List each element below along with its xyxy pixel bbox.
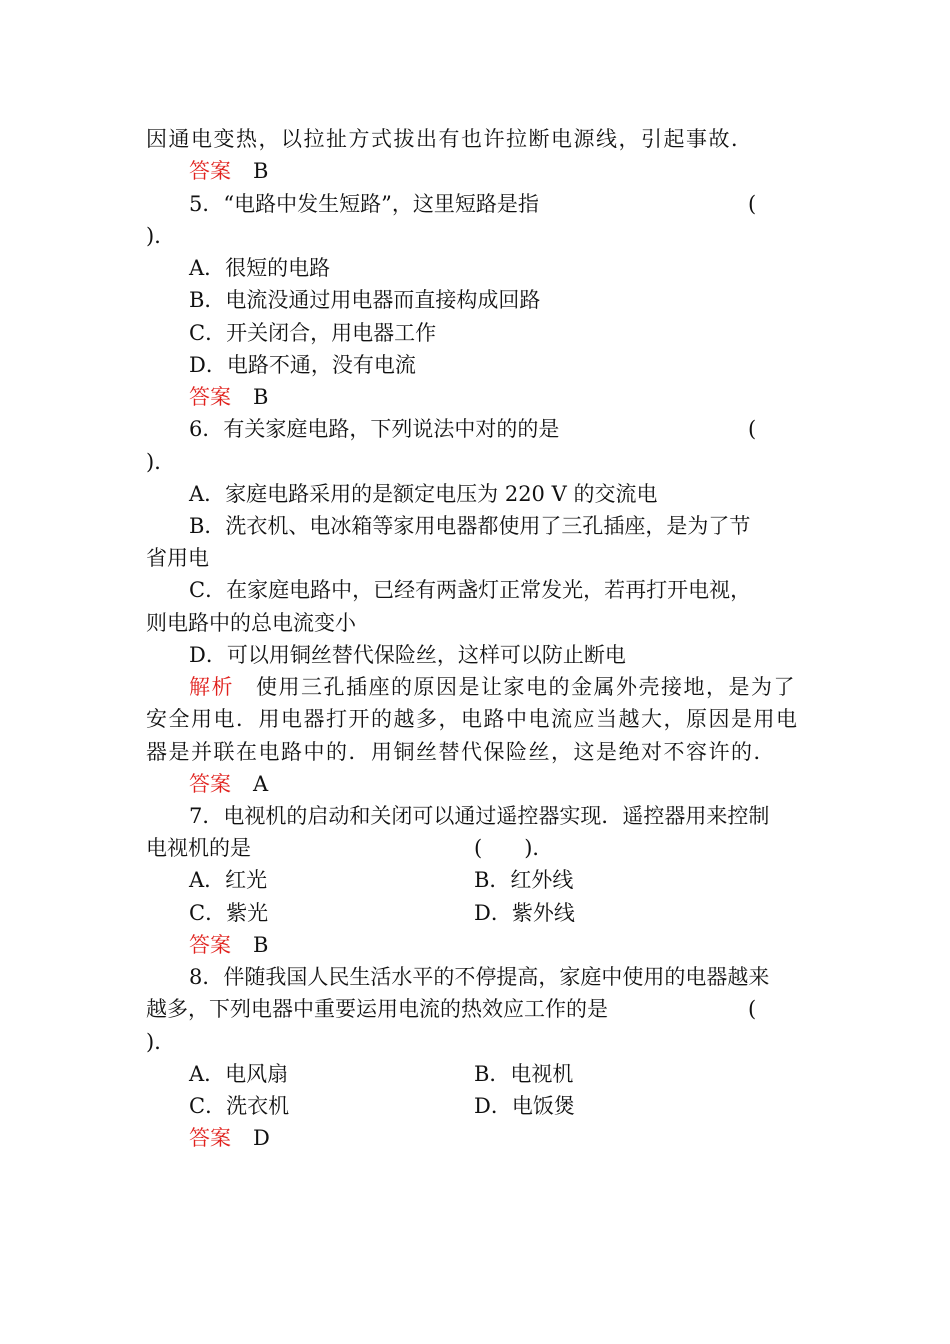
q6-option-a: A．家庭电路采用的是额定电压为 220 V 的交流电 xyxy=(189,482,658,506)
q4-answer xyxy=(189,156,268,186)
q8-stem-cont: 越多，下列电器中重要运用电流的热效应工作的是 xyxy=(146,997,608,1021)
q6-analysis xyxy=(189,672,796,702)
answer-label: 答案 xyxy=(189,385,231,409)
answer-value: B xyxy=(253,933,269,957)
q8-paren-close: )． xyxy=(146,1030,176,1054)
q5-option-c: C．开关闭合，用电器工作 xyxy=(189,321,437,345)
q5-option-d: D．电路不通，没有电流 xyxy=(189,353,416,377)
q7-answer xyxy=(189,930,268,960)
q6-stem: 6．有关家庭电路，下列说法中对的的是 xyxy=(189,417,560,441)
q6-answer xyxy=(189,769,268,799)
q7-option-c: C．紫光 xyxy=(189,901,269,925)
q8-paren-open: ( xyxy=(748,997,757,1021)
answer-label: 答案 xyxy=(189,1126,231,1150)
answer-label: 答案 xyxy=(189,772,231,796)
answer-value: B xyxy=(253,159,269,183)
q8-option-d: D．电饭煲 xyxy=(474,1094,575,1118)
q8-option-a: A．电风扇 xyxy=(189,1062,289,1086)
q5-answer xyxy=(189,382,268,412)
q7-stem-cont: 电视机的是 xyxy=(146,836,251,860)
answer-label: 答案 xyxy=(189,933,231,957)
q8-answer xyxy=(189,1123,270,1153)
continuation-text: 因通电变热，以拉扯方式拔出有也许拉断电源线，引起事故． xyxy=(146,127,754,151)
q6-analysis-cont-1: 安全用电．用电器打开的越多，电路中电流应当越大，原因是用电 xyxy=(146,707,799,731)
q8-option-c: C．洗衣机 xyxy=(189,1094,290,1118)
q5-stem: 5．“电路中发生短路”，这里短路是指 xyxy=(189,192,539,216)
answer-value: D xyxy=(253,1126,270,1150)
q8-option-b: B．电视机 xyxy=(474,1062,574,1086)
q5-paren-open: ( xyxy=(748,192,757,216)
q7-option-b: B．红外线 xyxy=(474,868,574,892)
q7-option-a: A．红光 xyxy=(189,868,268,892)
analysis-text: 使用三孔插座的原因是让家电的金属外壳接地，是为了 xyxy=(256,675,796,699)
q8-stem: 8．伴随我国人民生活水平的不停提高，家庭中使用的电器越来 xyxy=(189,965,770,989)
q7-option-d: D．紫外线 xyxy=(474,901,575,925)
q6-analysis-cont-2: 器是并联在电路中的．用铜丝替代保险丝，这是绝对不容许的． xyxy=(146,740,776,764)
q5-option-b: B．电流没通过用电器而直接构成回路 xyxy=(189,288,541,312)
q6-option-b-cont: 省用电 xyxy=(146,546,209,570)
q5-paren-close: )． xyxy=(146,224,176,248)
q6-option-d: D．可以用铜丝替代保险丝，这样可以防止断电 xyxy=(189,643,626,667)
q6-option-c: C．在家庭电路中，已经有两盏灯正常发光，若再打开电视， xyxy=(189,578,752,602)
q7-stem: 7．电视机的启动和关闭可以通过遥控器实现．遥控器用来控制 xyxy=(189,804,770,828)
q6-option-c-cont: 则电路中的总电流变小 xyxy=(146,611,356,635)
answer-label: 答案 xyxy=(189,159,231,183)
q6-paren-close: )． xyxy=(146,450,176,474)
q5-option-a: A．很短的电路 xyxy=(189,256,331,280)
answer-value: B xyxy=(253,385,269,409)
q6-paren-open: ( xyxy=(748,417,757,441)
analysis-label: 解析 xyxy=(189,675,234,699)
q6-option-b: B．洗衣机、电冰箱等家用电器都使用了三孔插座，是为了节 xyxy=(189,514,751,538)
answer-value: A xyxy=(253,772,269,796)
q7-paren: ( )． xyxy=(474,836,554,860)
